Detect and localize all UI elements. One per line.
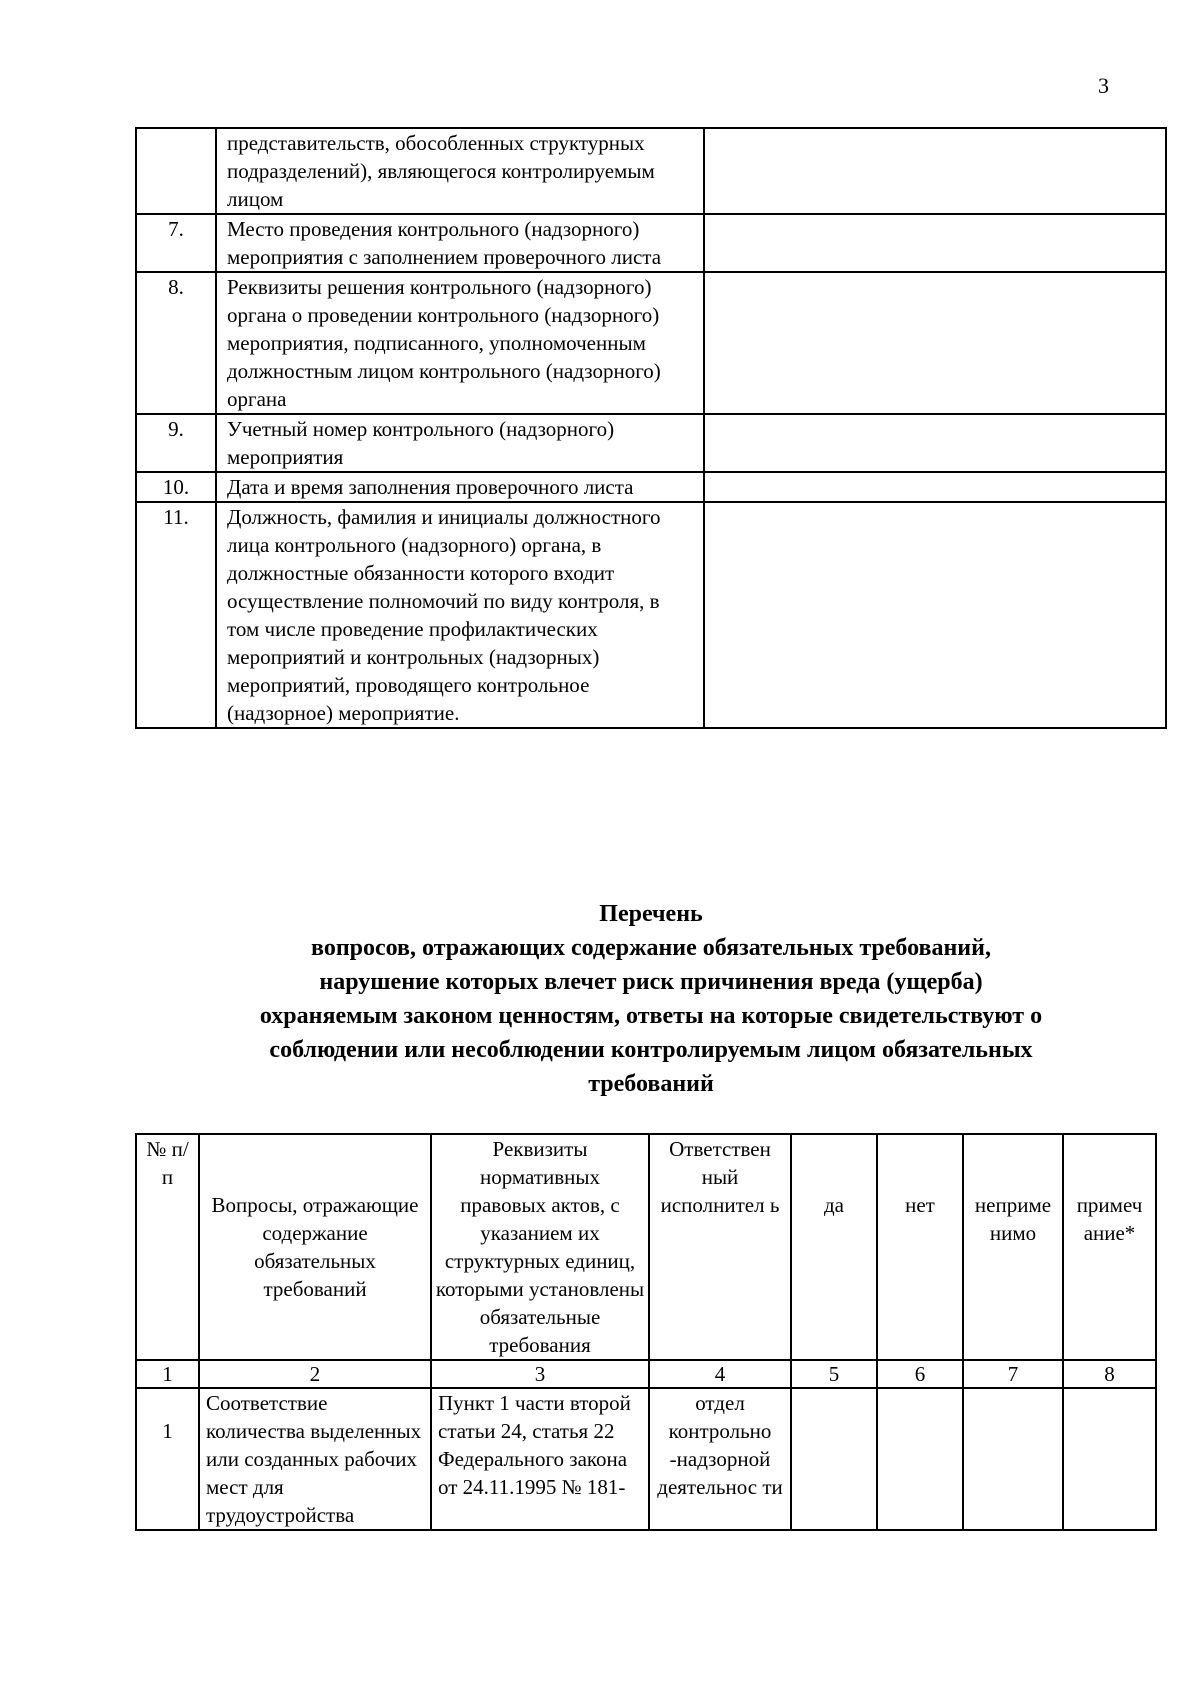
header-yes-text: да xyxy=(823,1193,844,1217)
answer-na-cell[interactable] xyxy=(963,1388,1063,1530)
table-row xyxy=(136,128,1166,214)
header-yes xyxy=(791,1134,877,1360)
header-na-text: неприме нимо xyxy=(974,1193,1052,1245)
row-label: Должность, фамилия и инициалы должностного лица контрольного (надзорного) органа, в должностные обязанности которого входит осуществление полномочий по виду контроля, в том числе проведение профилактических мероприятий и контрольных (надзорных) мероприятий, проводящего контрольное (надзорное) мероприятие. xyxy=(216,502,704,728)
heading-line: охраняемым законом ценностям, ответы на которые свидетельствуют о xyxy=(259,1003,1043,1029)
header-note xyxy=(1063,1134,1156,1360)
column-index: 2 xyxy=(199,1360,431,1388)
header-questions xyxy=(199,1134,431,1360)
answer-yes-cell[interactable] xyxy=(791,1388,877,1530)
header-no xyxy=(877,1134,963,1360)
row-value-cell[interactable] xyxy=(704,128,1166,214)
header-responsible: Ответствен ный исполнител ь xyxy=(649,1134,791,1360)
row-number: 11. xyxy=(136,502,216,728)
row-value-cell[interactable] xyxy=(704,414,1166,472)
section-heading xyxy=(135,897,1167,1101)
question-number xyxy=(136,1388,199,1530)
heading-line: Перечень xyxy=(599,901,703,927)
questions-table xyxy=(135,1133,1157,1531)
header-row xyxy=(136,1134,1156,1360)
heading-line: нарушение которых влечет риск причинения вреда (ущерба) xyxy=(319,969,983,995)
column-index: 5 xyxy=(791,1360,877,1388)
table-row xyxy=(136,472,1166,502)
column-index: 8 xyxy=(1063,1360,1156,1388)
row-number: 10. xyxy=(136,472,216,502)
header-not-applicable xyxy=(963,1134,1063,1360)
row-label: Реквизиты решения контрольного (надзорного) органа о проведении контрольного (надзорного) мероприятия, подписанного, уполномоченным должностным лицом контрольного (надзорного) органа xyxy=(216,272,704,414)
question-responsible: отдел контрольно -надзорной деятельнос ти xyxy=(649,1388,791,1530)
header-note-text: примеч ание* xyxy=(1076,1193,1143,1245)
row-label: Учетный номер контрольного (надзорного) мероприятия xyxy=(216,414,704,472)
question-requisites: Пункт 1 части второй статьи 24, статья 22 Федерального закона от 24.11.1995 № 181- xyxy=(431,1388,649,1530)
note-cell[interactable] xyxy=(1063,1388,1156,1530)
row-label: представительств, обособленных структурных подразделений), являющегося контролируемым лицом xyxy=(216,128,704,214)
row-number: 8. xyxy=(136,272,216,414)
question-text: Соответствие количества выделенных или созданных рабочих мест для трудоустройства xyxy=(199,1388,431,1530)
table-row xyxy=(136,272,1166,414)
row-value-cell[interactable] xyxy=(704,472,1166,502)
table-row xyxy=(136,214,1166,272)
column-index: 3 xyxy=(431,1360,649,1388)
column-index: 6 xyxy=(877,1360,963,1388)
row-value-cell[interactable] xyxy=(704,272,1166,414)
row-label: Место проведения контрольного (надзорного) мероприятия с заполнением проверочного листа xyxy=(216,214,704,272)
row-number: 7. xyxy=(136,214,216,272)
heading-line: требований xyxy=(588,1071,714,1097)
table-row xyxy=(136,414,1166,472)
heading-line: вопросов, отражающих содержание обязательных требований, xyxy=(311,935,991,961)
page-number: 3 xyxy=(1098,73,1109,98)
header-requisites: Реквизиты нормативных правовых актов, с указанием их структурных единиц, которыми установлены обязательные требования xyxy=(431,1134,649,1360)
row-value-cell[interactable] xyxy=(704,214,1166,272)
table-row xyxy=(136,1388,1156,1530)
header-questions-text: Вопросы, отражающие содержание обязательных требований xyxy=(211,1193,419,1301)
header-num: № п/ п xyxy=(136,1134,199,1360)
info-table xyxy=(135,127,1167,729)
column-index: 7 xyxy=(963,1360,1063,1388)
column-index: 1 xyxy=(136,1360,199,1388)
row-number: 9. xyxy=(136,414,216,472)
answer-no-cell[interactable] xyxy=(877,1388,963,1530)
heading-line: соблюдении или несоблюдении контролируемым лицом обязательных xyxy=(269,1037,1033,1063)
question-number-text: 1 xyxy=(162,1419,173,1443)
column-index-row xyxy=(136,1360,1156,1388)
table-row xyxy=(136,502,1166,728)
row-number xyxy=(136,128,216,214)
column-index: 4 xyxy=(649,1360,791,1388)
header-no-text: нет xyxy=(905,1193,935,1217)
row-value-cell[interactable] xyxy=(704,502,1166,728)
row-label: Дата и время заполнения проверочного листа xyxy=(216,472,704,502)
